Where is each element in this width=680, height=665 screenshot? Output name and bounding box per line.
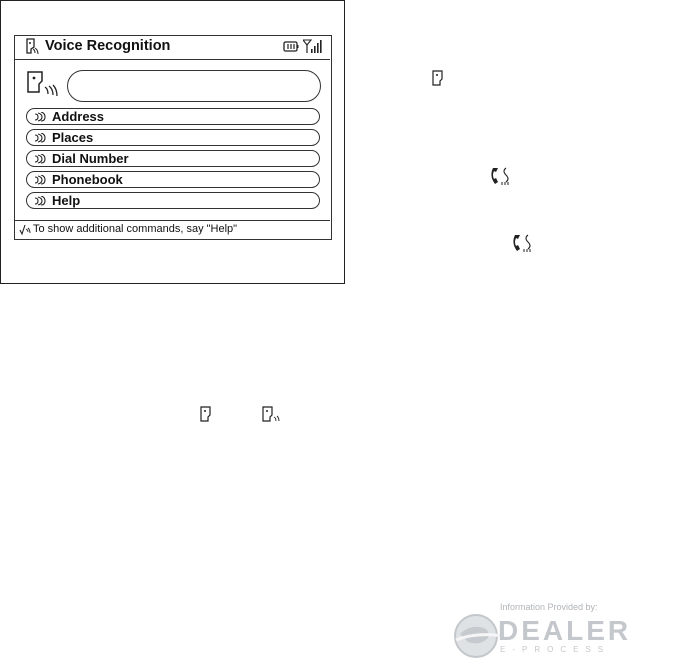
voice-recognition-screen: [14, 35, 332, 240]
command-label: Help: [52, 193, 81, 208]
phone-talk-icon: [488, 166, 516, 188]
voice-hint-icon: [18, 223, 31, 236]
recognition-display: [67, 70, 321, 102]
command-label: Dial Number: [52, 151, 129, 166]
speech-command-icon: [34, 133, 46, 143]
command-address[interactable]: [26, 108, 320, 125]
battery-icon: [283, 40, 299, 53]
speech-command-icon: [34, 154, 46, 164]
watermark-caption: Information Provided by:: [500, 602, 598, 612]
speech-command-icon: [34, 196, 46, 206]
signal-strength-icon: [303, 39, 323, 54]
command-label: Places: [52, 130, 94, 145]
speaking-head-icon: [262, 406, 282, 422]
command-dial-number[interactable]: [26, 150, 320, 167]
dealer-logo-text: [496, 614, 656, 654]
command-label: Phonebook: [52, 172, 123, 187]
speaking-head-icon: [25, 70, 63, 102]
status-bar: [15, 220, 330, 239]
status-hint-text: To show additional commands, say "Help": [33, 223, 238, 235]
command-label: Address: [52, 109, 105, 124]
phone-talk-icon: [510, 233, 538, 255]
screen-title: Voice Recognition: [45, 38, 171, 54]
talk-switch-icon: [432, 70, 444, 86]
speech-command-icon: [34, 175, 46, 185]
command-phonebook[interactable]: [26, 171, 320, 188]
command-places[interactable]: [26, 129, 320, 146]
logo-subtext: E-PROCESS: [500, 645, 611, 654]
talk-switch-icon: [200, 406, 212, 422]
speech-command-icon: [34, 112, 46, 122]
command-help[interactable]: [26, 192, 320, 209]
voice-recognition-icon: [23, 38, 41, 56]
logo-text: DEALER: [498, 615, 632, 646]
figure-frame: [0, 0, 345, 284]
title-bar: [15, 36, 330, 60]
